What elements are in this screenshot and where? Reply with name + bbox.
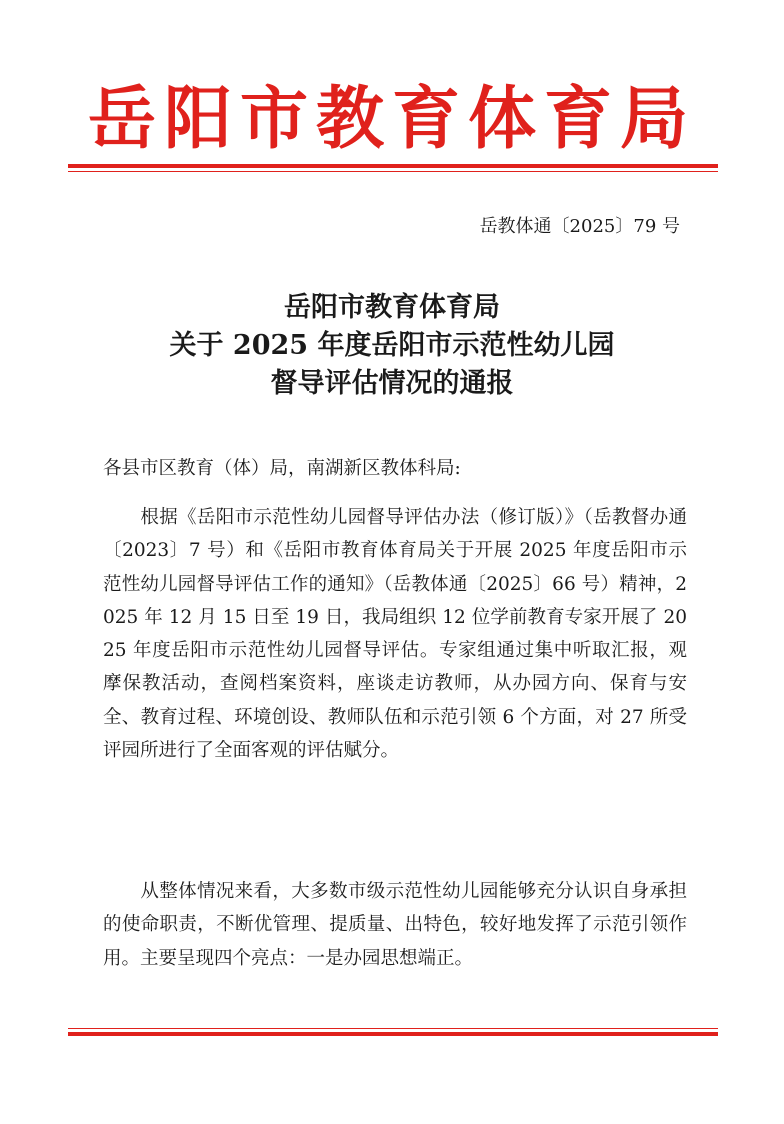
salutation: 各县市区教育（体）局，南湖新区教体科局:: [103, 458, 461, 479]
document-number: 岳教体通〔2025〕79 号: [479, 216, 680, 237]
title-line-subject: 关于 2025 年度岳阳市示范性幼儿园: [169, 330, 615, 361]
divider-thick-line: [68, 1032, 718, 1036]
paragraph-text: 从整体情况来看，大多数市级示范性幼儿园能够充分认识自身承担的使命职责，不断优管理、提质量、出特色，较好地发挥了示范引领作用。主要呈现四个亮点：一是办园思想端正。: [103, 881, 687, 969]
paragraph-text: 根据《岳阳市示范性幼儿园督导评估办法（修订版）》（岳教督办通〔2023〕7 号）和《岳阳市教育体育局关于开展 2025 年度岳阳市示范性幼儿园督导评估工作的通知》（岳教体通〔2025〕66 号）精神，2025 年 12 月 15 日至 19 日，我局组织 12 位学前教育专家开展了 2025 年度岳阳市示范性幼儿园督导评估。专家组通过集中听取汇报，观摩保教活动，查阅档案资料，座谈走访教师，从办园方向、保育与安全、教育过程、环境创设、教师队伍和示范引领 6 个方面，对 27 所受评园所进行了全面客观的评估赋分。: [103, 507, 687, 762]
title-line-topic: 督导评估情况的通报: [270, 368, 514, 399]
masthead-title: 岳阳市教育体育局: [87, 80, 696, 159]
divider-thin-line: [68, 1028, 718, 1029]
divider-thick-line: [68, 164, 718, 168]
masthead-divider: [68, 164, 718, 172]
body-paragraph: [103, 501, 687, 767]
document-title: [0, 289, 784, 403]
title-line-issuer: 岳阳市教育体育局: [284, 292, 500, 323]
body-paragraph: [103, 875, 687, 975]
divider-thin-line: [68, 171, 718, 172]
footer-divider: [68, 1028, 718, 1036]
